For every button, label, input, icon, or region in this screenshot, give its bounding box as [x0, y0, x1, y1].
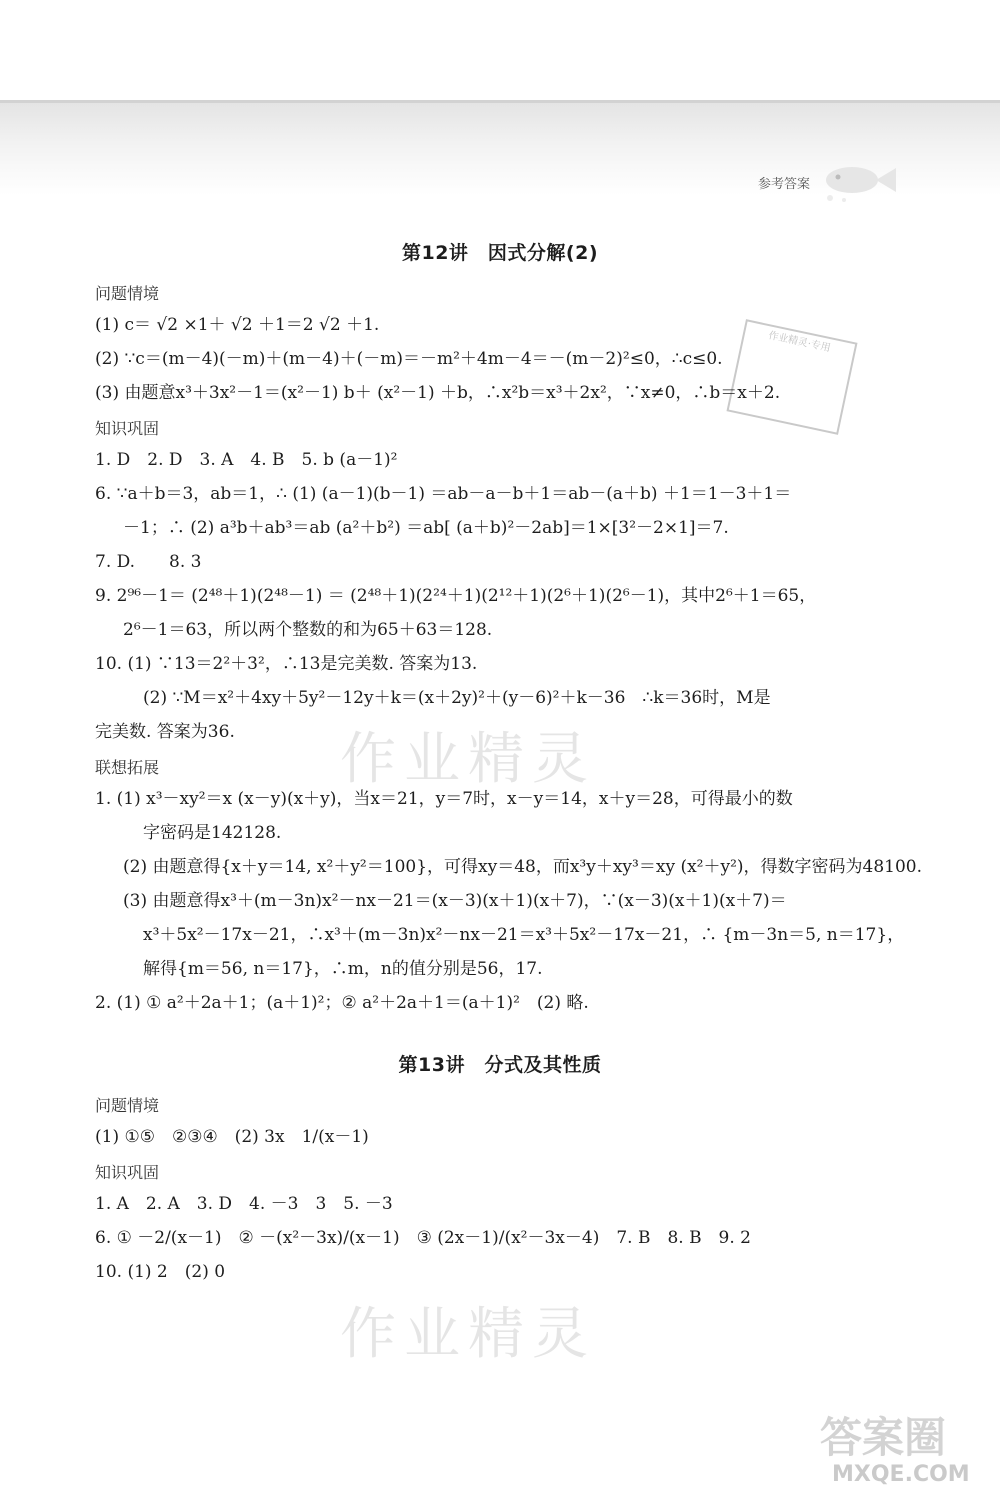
- l12-knowledge-line: －1；∴ (2) a³b＋ab³＝ab (a²＋b²) ＝ab[ (a＋b)²－2ab]＝1×[3²－2×1]＝7.: [123, 518, 729, 538]
- l12-extension-line: x³＋5x²－17x－21，∴x³＋(m－3n)x²－nx－21＝x³＋5x²－17x－21，∴ {m－3n＝5, n＝17}，: [143, 925, 905, 945]
- l12-extension-line: (2) 由题意得{x＋y＝14, x²＋y²＝100}，可得xy＝48，而x³y＋xy³＝xy (x²＋y²)，得数字密码为48100.: [123, 857, 923, 877]
- answer-content: [95, 228, 923, 1289]
- l12-knowledge-heading: 知识巩固: [95, 419, 160, 438]
- section-label: 参考答案: [758, 177, 811, 192]
- l13-problem-heading: 问题情境: [95, 1096, 160, 1115]
- brand-url: MXQE.COM: [832, 1462, 970, 1487]
- lecture-12-title: 第12讲 因式分解(2): [401, 242, 599, 264]
- l12-problem-line: (2) ∵c＝(m－4)(－m)＋(m－4)＋(－m)＝－m²＋4m－4＝－(m－2)²≤0，∴c≤0.: [95, 349, 723, 369]
- l13-problem-line: (1) ①⑤ ②③④ (2) 3x 1/(x－1): [95, 1127, 369, 1147]
- l13-knowledge-line: 10. (1) 2 (2) 0: [95, 1262, 226, 1282]
- l12-extension-line: 1. (1) x³－xy²＝x (x－y)(x＋y)，当x＝21，y＝7时，x－y＝14，x＋y＝28，可得最小的数: [95, 789, 793, 809]
- l12-knowledge-line: 2⁶－1＝63，所以两个整数的和为65＋63＝128.: [123, 620, 493, 640]
- l12-extension-line: 解得{m＝56, n＝17}，∴m，n的值分别是56，17.: [143, 959, 543, 979]
- fish-icon: [820, 160, 900, 205]
- l12-extension-line: 2. (1) ① a²＋2a＋1；(a＋1)²；② a²＋2a＋1＝(a＋1)² (2) 略.: [95, 993, 589, 1013]
- l13-knowledge-line: 6. ① －2/(x－1) ② －(x²－3x)/(x－1) ③ (2x－1)/(x²－3x－4) 7. B 8. B 9. 2: [95, 1228, 752, 1248]
- l12-extension-line: (3) 由题意得x³＋(m－3n)x²－nx－21＝(x－3)(x＋1)(x＋7)，∵(x－3)(x＋1)(x＋7)＝: [123, 891, 787, 911]
- l12-knowledge-line: 9. 2⁹⁶－1＝ (2⁴⁸＋1)(2⁴⁸－1) ＝ (2⁴⁸＋1)(2²⁴＋1)(2¹²＋1)(2⁶＋1)(2⁶－1)，其中2⁶＋1＝65，: [95, 586, 817, 606]
- stamp-text: 作业精灵·专用: [767, 330, 832, 355]
- l13-knowledge-heading: 知识巩固: [95, 1163, 160, 1182]
- l12-extension-heading: 联想拓展: [95, 758, 160, 777]
- l12-knowledge-line: 10. (1) ∵13＝2²＋3²，∴13是完美数. 答案为13.: [95, 654, 478, 674]
- l12-knowledge-line: 7. D. 8. 3: [95, 552, 202, 572]
- l12-knowledge-line: 完美数. 答案为36.: [95, 722, 235, 742]
- l12-extension-line: 字密码是142128.: [143, 823, 282, 843]
- l12-problem-heading: 问题情境: [95, 284, 160, 303]
- watermark-mid: 作业精灵: [340, 727, 596, 792]
- l12-knowledge-line: 1. D 2. D 3. A 4. B 5. b (a－1)²: [95, 450, 398, 470]
- watermark-bottom: 作业精灵: [340, 1302, 596, 1367]
- l13-knowledge-line: 1. A 2. A 3. D 4. －3 3 5. －3: [95, 1194, 393, 1214]
- l12-knowledge-line: (2) ∵M＝x²＋4xy＋5y²－12y＋k＝(x＋2y)²＋(y－6)²＋k－36 ∴k＝36时，M是: [143, 688, 771, 708]
- l12-problem-line: (1) c＝ √2 ×1＋ √2 ＋1＝2 √2 ＋1.: [95, 315, 380, 335]
- brand-logo: 答案圈: [820, 1413, 947, 1462]
- l12-problem-line: (3) 由题意x³＋3x²－1＝(x²－1) b＋ (x²－1) ＋b，∴x²b＝x³＋2x²，∵x≠0，∴b＝x＋2.: [95, 383, 781, 403]
- lecture-13-title: 第13讲 分式及其性质: [398, 1054, 602, 1076]
- l12-knowledge-line: 6. ∵a＋b＝3，ab＝1，∴ (1) (a－1)(b－1) ＝ab－a－b＋1＝ab－(a＋b) ＋1＝1－3＋1＝: [95, 484, 792, 504]
